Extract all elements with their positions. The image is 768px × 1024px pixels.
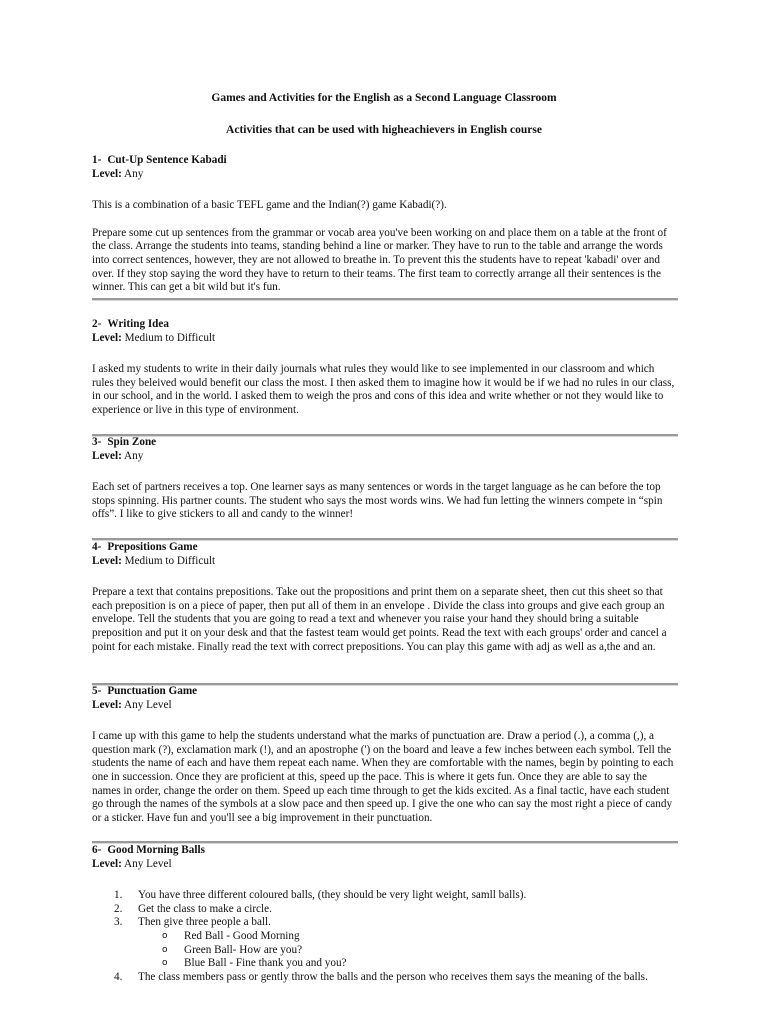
level-value: Medium to Difficult <box>124 554 216 567</box>
sub-list-item <box>92 930 678 944</box>
sub-list <box>92 930 678 971</box>
section-number: 4- <box>92 541 102 553</box>
list-item-text: The class members pass or gently throw the balls and the person who receives them says the meaning of the balls. <box>138 970 648 983</box>
list-item <box>92 903 678 917</box>
sub-list-item <box>92 944 678 958</box>
section-title: Writing Idea <box>107 318 169 330</box>
list-number: 3. <box>114 916 123 929</box>
section-title: Spin Zone <box>107 436 157 448</box>
section-number: 6- <box>92 844 102 856</box>
level-value: Medium to Difficult <box>124 331 216 344</box>
section-level <box>92 699 678 713</box>
section-paragraph: Prepare some cut up sentences from the grammar or vocab area you've been working on and place them on a table at the front of the class. Arrange the students into teams, standing behind a line or marker. They have to run to the table and arrange the words into correct sentences, however, they are not allowed to breathe in. To prevent this the students have to repeat 'kabadi' over and over. If they stop saying the word they have to return to their teams. The first team to correctly arrange all their sentences is the winner. This can get a bit wild but it's fun. <box>92 226 667 294</box>
sub-list-item-text: Blue Ball - Fine thank you and you? <box>184 957 347 970</box>
list-item <box>92 916 678 930</box>
level-label: Level: <box>92 857 122 870</box>
section-paragraph: I came up with this game to help the students understand what the marks of punctuation are. Draw a period (.), a comma (,), a question mark (?), exclamation mark (!), and an apostrophe (') on the board and leave a few inches between each symbol. Tell the students the name of each and have them repeat each name. When they are comfortable with the names, begin by pointing to each one in succession. Once they are proficient at this, speed up the pace. This is where it gets fun. Once they are able to say the names in order, change the order on them. Speed up each time through to get the kids excited. As a final tactic, have each student go through the names of the symbols at a slow pace and then speed up. I give the one who can say the most right a piece of candy or a sticker. Have fun and you'll see a big improvement in their punctuation. <box>92 730 674 824</box>
sub-list-item-text: Red Ball - Good Morning <box>184 929 300 942</box>
level-value: Any Level <box>124 698 172 711</box>
section-heading <box>92 685 678 699</box>
list-number: 1. <box>114 889 123 902</box>
section-level <box>92 858 678 872</box>
section-paragraph: Each set of partners receives a top. One learner says as many sentences or words in the target language as he can before the top stops spinning. His partner counts. The student who says the most words wins. We had fun letting the winners compete in “spin offs”. I like to give stickers to all and candy to the winner! <box>92 481 663 521</box>
sub-list-item-text: Green Ball- How are you? <box>184 943 303 956</box>
document-subtitle: Activities that can be used with higheachievers in English course <box>226 124 542 136</box>
section-level <box>92 450 678 464</box>
section-title: Cut-Up Sentence Kabadi <box>107 154 227 166</box>
list-item-text: Then give three people a ball. <box>138 916 271 929</box>
section-1 <box>92 154 678 295</box>
steps-list <box>92 889 678 930</box>
section-number: 2- <box>92 318 102 330</box>
section-5 <box>92 685 678 825</box>
section-paragraph: This is a combination of a basic TEFL game and the Indian(?) game Kabadi(?). <box>92 199 447 212</box>
section-title: Punctuation Game <box>107 685 198 697</box>
list-item-text: You have three different coloured balls, (they should be very light weight, samll balls). <box>138 889 527 902</box>
section-number: 1- <box>92 154 102 166</box>
level-label: Level: <box>92 554 122 567</box>
list-item <box>92 889 678 903</box>
section-level <box>92 555 678 569</box>
level-label: Level: <box>92 698 122 711</box>
steps-list-continued <box>92 971 678 985</box>
section-heading <box>92 541 678 555</box>
bullet-icon: o <box>162 930 168 941</box>
bullet-icon: o <box>162 958 168 969</box>
section-title: Prepositions Game <box>107 541 198 553</box>
section-level <box>92 168 678 182</box>
section-6 <box>92 844 678 984</box>
level-label: Level: <box>92 331 122 344</box>
section-2 <box>92 318 678 418</box>
section-divider <box>92 298 678 301</box>
section-heading <box>92 844 678 858</box>
section-3 <box>92 436 678 522</box>
level-value: Any <box>124 167 144 180</box>
level-value: Any <box>124 449 144 462</box>
section-paragraph: Prepare a text that contains prepositions. Take out the propositions and print them on a separate sheet, then cut this sheet so that each preposition is on a piece of paper, then put all of them in an envelope . Divide the class into groups and give each group an envelope. Tell the students that you are going to read a text and whenever you raise your hand they should bring a suitable preposition and put it on your desk and that the fastest team would get points. Read the text with each groups' order and cancel a point for each mistake. Finally read the text with correct prepositions. You can play this game with adj as well as a,the and an. <box>92 586 667 653</box>
section-level <box>92 332 678 346</box>
section-title: Good Morning Balls <box>107 844 205 856</box>
list-number: 2. <box>114 902 123 915</box>
section-heading <box>92 436 678 450</box>
section-paragraph: I asked my students to write in their daily journals what rules they would like to see implemented in our classroom and which rules they beleived would benefit our class the most. I then asked them to imagine how it would be if we had no rules in our class, in our school, and in the world. I asked them to weigh the pros and cons of this idea and write whether or not they would like to experience or live in this type of environment. <box>92 363 675 416</box>
section-4 <box>92 541 678 654</box>
sub-list-item <box>92 957 678 971</box>
level-label: Level: <box>92 449 122 462</box>
bullet-icon: o <box>162 944 168 955</box>
list-number: 4. <box>114 970 123 983</box>
section-heading <box>92 154 678 168</box>
document-title: Games and Activities for the English as a Second Language Classroom <box>211 92 557 104</box>
list-item <box>92 971 678 985</box>
section-number: 3- <box>92 436 102 448</box>
list-item-text: Get the class to make a circle. <box>138 902 272 915</box>
section-number: 5- <box>92 685 102 697</box>
level-value: Any Level <box>124 857 172 870</box>
section-heading <box>92 318 678 332</box>
level-label: Level: <box>92 167 122 180</box>
